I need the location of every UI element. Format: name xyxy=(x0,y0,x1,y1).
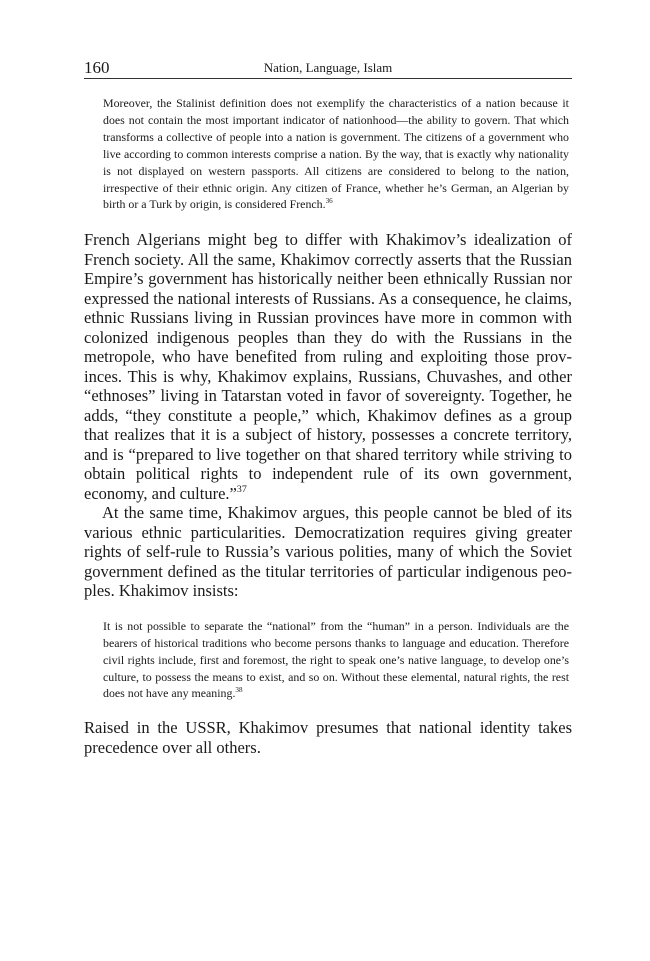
footnote-marker: 38 xyxy=(235,686,243,695)
book-page xyxy=(84,54,572,757)
page-number: 160 xyxy=(84,58,110,77)
block-quote-text: It is not possible to separate the “national” from the “human” in a person. Individuals are the bearers of historical traditions who become persons thanks to language and education. Therefore civil rights include, first and foremost, the right to speak one’s native language, to develop one’s culture, to possess the means to exist, and so on. Without these elemental, natural rights, the rest does not have any meaning. xyxy=(103,618,569,701)
body-paragraph-french-algerians xyxy=(84,230,572,503)
paragraph-text: French Algerians might beg to differ with Khakimov’s idealization of French society. All the same, Khakimov correctly asserts that the Russian Empire’s government has historically neither been ethnically Russian nor expressed the national interests of Russians. As a consequence, he claims, ethnic Russians living in Russian provinces have more in common with colonized indigenous peoples than they do with the Russians in the metropole, who have benefited from ruling and exploiting those prov-inces. This is why, Khakimov explains, Russians, Chuvashes, and other “ethnoses” living in Tatarstan voted in favor of sovereignty. Together, he adds, “they constitute a people,” which, Khakimov defines as a group that realizes that it is a subject of history, possesses a concrete territory, and is “prepared to live together on that shared territory while striving to obtain political rights to independent rule of its own government, economy, and culture.” xyxy=(84,230,572,503)
block-quote-text: Moreover, the Stalinist definition does not exemplify the characteristics of a nation because it does not contain the most important indicator of nationhood—the ability to govern. That which transforms a collective of people into a nation is government. The citizens of a government who live according to common interests comprise a nation. By the way, that is exactly why nationality is not displayed on western passports. All citizens are considered to belong to the nation, irrespective of their ethnic origin. Any citizen of France, whether he’s German, an Algerian by birth or a Turk by origin, is considered French. xyxy=(103,96,569,212)
running-title: Nation, Language, Islam xyxy=(263,60,393,75)
footnote-marker: 36 xyxy=(325,197,333,206)
block-quote-national-human xyxy=(103,618,569,703)
block-quote-stalinist-definition xyxy=(103,95,569,213)
body-paragraph-raised-in-ussr: Raised in the USSR, Khakimov presumes that national identity takes precedence over all others. xyxy=(84,718,572,757)
running-header xyxy=(84,54,572,79)
body-paragraph-ethnic-particularities: At the same time, Khakimov argues, this people cannot be bled of its various ethnic particularities. Democratization requires giving greater rights of self-rule to Russia’s various polities, many of which the Soviet government defined as the titular territories of particular indigenous peo-ples. Khakimov insists: xyxy=(84,503,572,601)
footnote-marker: 37 xyxy=(236,483,247,495)
